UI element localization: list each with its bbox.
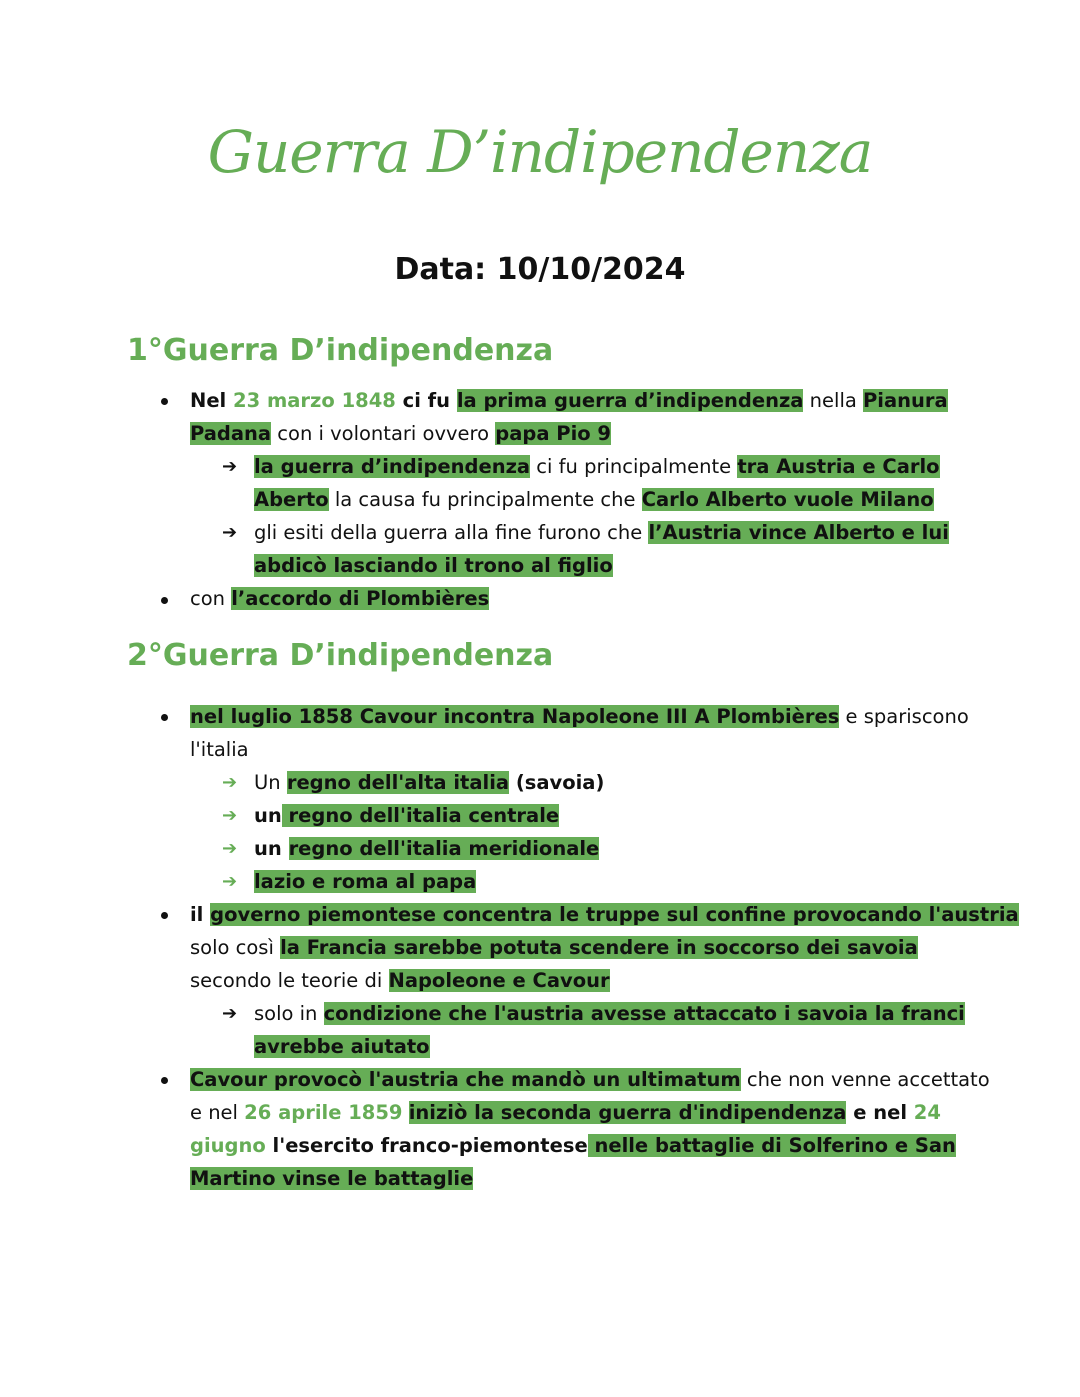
s1-bullet2: con l’accordo di Plombières xyxy=(190,587,490,610)
bullet-dot xyxy=(161,714,168,721)
date-line: Data: 10/10/2024 xyxy=(394,252,686,287)
bullet-dot xyxy=(161,912,168,919)
s2-arrow1-line2: avrebbe aiutato xyxy=(254,1035,430,1058)
s2-bullet2-line3: secondo le teorie di Napoleone e Cavour xyxy=(190,969,610,992)
bullet-dot xyxy=(161,1077,168,1084)
s2-bullet2-line2: solo così la Francia sarebbe potuta scendere in soccorso dei savoia xyxy=(190,936,918,959)
s1-arrow1-line2: Aberto la causa fu principalmente che Carlo Alberto vuole Milano xyxy=(254,488,934,511)
arrow-icon: ➔ xyxy=(222,772,238,793)
s2-bullet3-line4: Martino vinse le battaglie xyxy=(190,1167,474,1190)
s1-arrow2-line2: abdicò lasciando il trono al figlio xyxy=(254,554,613,577)
s2-bullet2-line1: il governo piemontese concentra le truppe sul confine provocando l'austria xyxy=(190,903,1019,926)
s2-sub-item-2: un regno dell'italia centrale xyxy=(254,804,560,827)
arrow-icon: ➔ xyxy=(222,1003,238,1024)
section-2-heading: 2°Guerra D’indipendenza xyxy=(127,638,554,673)
s1-bullet1-line1: Nel 23 marzo 1848 ci fu la prima guerra d’indipendenza nella Pianura xyxy=(190,389,948,412)
bullet-dot xyxy=(161,597,168,604)
arrow-icon: ➔ xyxy=(222,871,238,892)
s1-arrow2-line1: gli esiti della guerra alla fine furono che l’Austria vince Alberto e lui xyxy=(254,521,949,544)
s1-bullet1-line2: Padana con i volontari ovvero papa Pio 9 xyxy=(190,422,612,445)
s2-sub-item-1: Un regno dell'alta italia (savoia) xyxy=(254,771,605,794)
arrow-icon: ➔ xyxy=(222,805,238,826)
s2-sub-item-3: un regno dell'italia meridionale xyxy=(254,837,600,860)
s1-arrow1-line1: la guerra d’indipendenza ci fu principalmente tra Austria e Carlo xyxy=(254,455,940,478)
s2-bullet3-line2: e nel 26 aprile 1859 iniziò la seconda guerra d'indipendenza e nel 24 xyxy=(190,1101,941,1124)
arrow-icon: ➔ xyxy=(222,456,238,477)
section-1-heading: 1°Guerra D’indipendenza xyxy=(127,333,554,368)
page-title: Guerra D’indipendenza xyxy=(207,118,873,186)
s2-sub-item-4: lazio e roma al papa xyxy=(254,870,477,893)
bullet-dot xyxy=(161,398,168,405)
arrow-icon: ➔ xyxy=(222,522,238,543)
s2-bullet3-line1: Cavour provocò l'austria che mandò un ultimatum che non venne accettato xyxy=(190,1068,990,1091)
arrow-icon: ➔ xyxy=(222,838,238,859)
s2-bullet1-line1: nel luglio 1858 Cavour incontra Napoleone III A Plombières e spariscono xyxy=(190,705,969,728)
s2-bullet3-line3: giugno l'esercito franco-piemontese nelle battaglie di Solferino e San xyxy=(190,1134,956,1157)
s2-arrow1-line1: solo in condizione che l'austria avesse attaccato i savoia la franci xyxy=(254,1002,965,1025)
s2-bullet1-line2: l'italia xyxy=(190,738,249,761)
